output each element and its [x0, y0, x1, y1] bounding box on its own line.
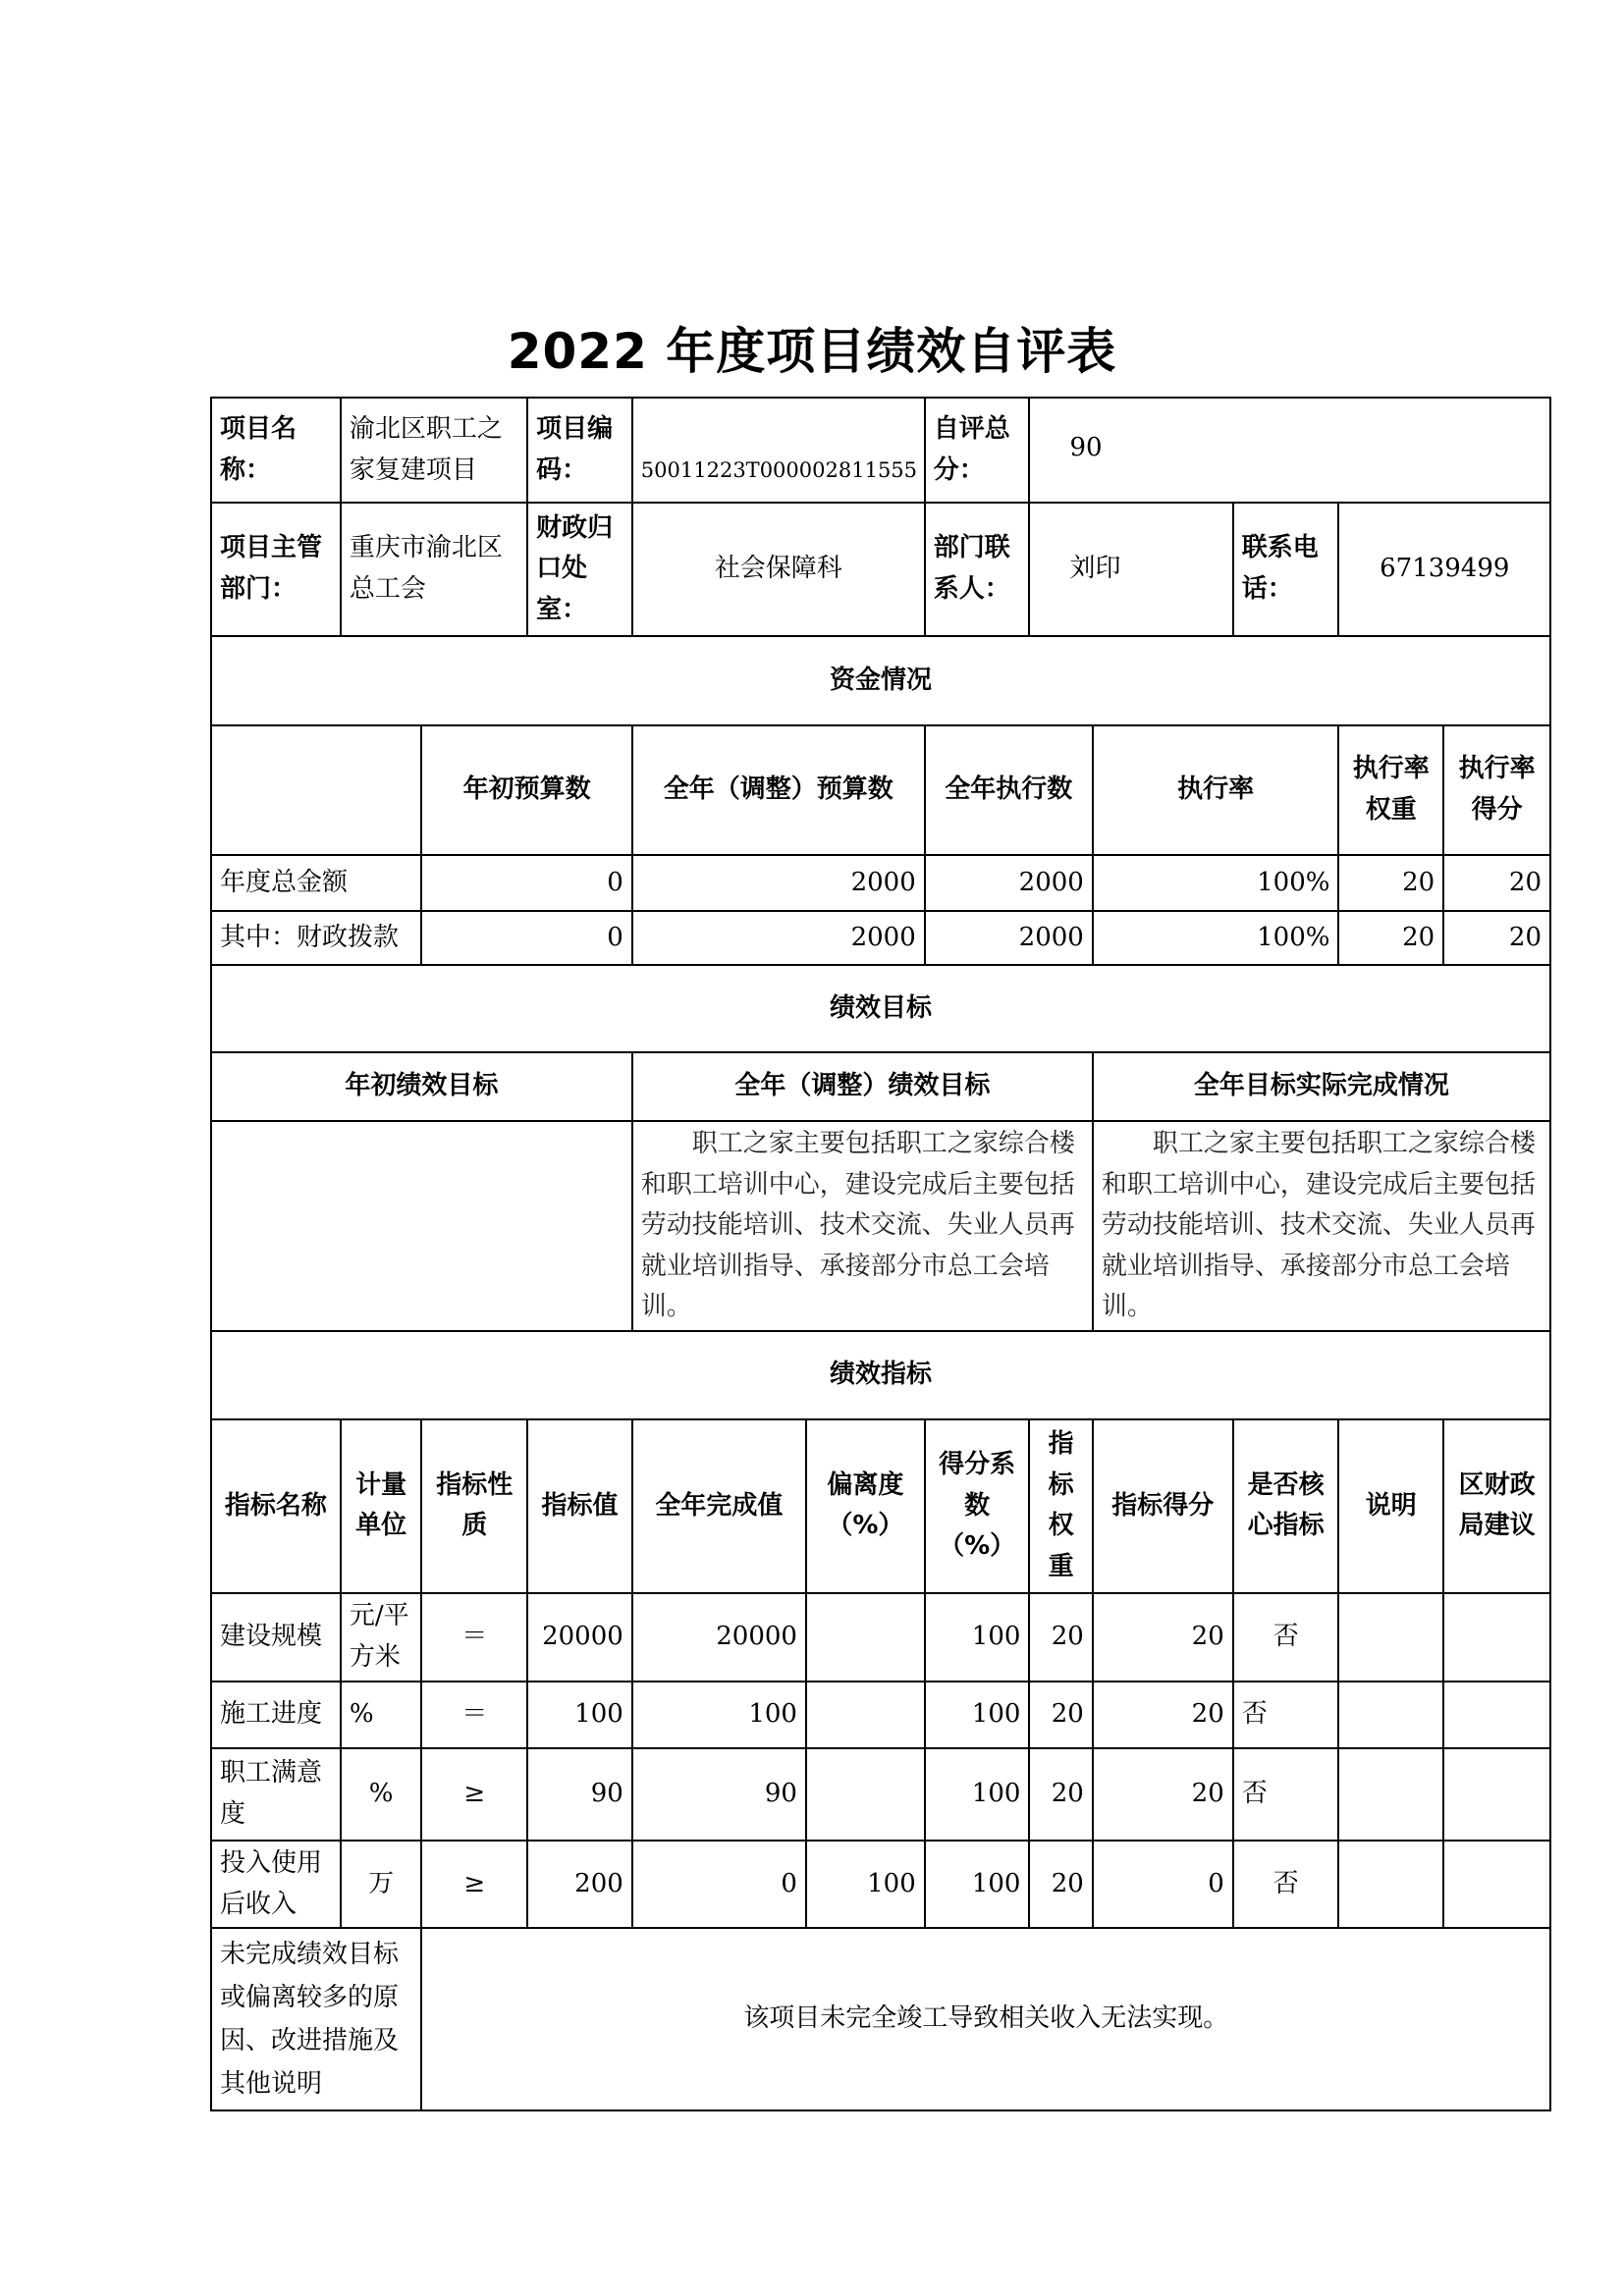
- info-row-1: [211, 398, 1550, 503]
- ind-unit: 万: [341, 1841, 422, 1928]
- ind-header-nature: 指标性质: [421, 1419, 527, 1593]
- funds-row-initial: 0: [421, 855, 631, 911]
- ind-nature: ≥: [421, 1841, 527, 1928]
- ind-core: 否: [1233, 1682, 1339, 1748]
- project-name-value: 渝北区职工之家复建项目: [341, 398, 527, 503]
- funds-header-blank: [211, 725, 421, 855]
- ind-deviation: 100: [806, 1841, 925, 1928]
- ind-target: 90: [527, 1748, 632, 1841]
- funds-row-name: 年度总金额: [211, 855, 421, 911]
- goals-section-title: 绩效目标: [211, 965, 1550, 1052]
- performance-evaluation-table: [210, 397, 1551, 2111]
- dept-value: 重庆市渝北区总工会: [341, 503, 527, 636]
- phone-label: 联系电话：: [1233, 503, 1339, 636]
- ind-core: 否: [1233, 1748, 1339, 1841]
- funds-header-score: 执行率得分: [1443, 725, 1550, 855]
- phone-value: 67139499: [1338, 503, 1550, 636]
- funds-header-adjusted: 全年（调整）预算数: [632, 725, 925, 855]
- funds-row-score: 20: [1443, 855, 1550, 911]
- ind-target: 20000: [527, 1593, 632, 1682]
- indicator-row: [211, 1748, 1550, 1841]
- ind-score: 20: [1093, 1593, 1233, 1682]
- info-row-2: [211, 503, 1550, 636]
- ind-advice: [1443, 1748, 1550, 1841]
- dept-label: 项目主管部门：: [211, 503, 341, 636]
- ind-score: 20: [1093, 1748, 1233, 1841]
- self-score-label: 自评总分：: [925, 398, 1030, 503]
- indicators-header-row: [211, 1419, 1550, 1593]
- ind-header-coef: 得分系数（%）: [925, 1419, 1030, 1593]
- funds-row-executed: 2000: [925, 855, 1093, 911]
- funds-header-initial: 年初预算数: [421, 725, 631, 855]
- funds-row: [211, 855, 1550, 911]
- project-name-label: 项目名称：: [211, 398, 341, 503]
- ind-target: 100: [527, 1682, 632, 1748]
- finance-office-value: 社会保障科: [632, 503, 925, 636]
- ind-actual: 20000: [632, 1593, 806, 1682]
- contact-value: 刘印: [1029, 503, 1232, 636]
- ind-actual: 100: [632, 1682, 806, 1748]
- ind-deviation: [806, 1682, 925, 1748]
- ind-nature: ＝: [421, 1682, 527, 1748]
- ind-coef: 100: [925, 1748, 1030, 1841]
- ind-header-core: 是否核心指标: [1233, 1419, 1339, 1593]
- goals-initial-text: [211, 1121, 632, 1331]
- ind-score: 0: [1093, 1841, 1233, 1928]
- remarks-row: [211, 1928, 1550, 2110]
- goals-section-row: [211, 965, 1550, 1052]
- goals-content-row: [211, 1121, 1550, 1331]
- ind-note: [1338, 1748, 1443, 1841]
- funds-row-executed: 2000: [925, 911, 1093, 965]
- funds-row-adjusted: 2000: [632, 911, 925, 965]
- ind-unit: 元/平方米: [341, 1593, 422, 1682]
- contact-label: 部门联系人：: [925, 503, 1030, 636]
- indicator-row: [211, 1593, 1550, 1682]
- goals-header-actual: 全年目标实际完成情况: [1093, 1052, 1550, 1121]
- funds-row-adjusted: 2000: [632, 855, 925, 911]
- funds-row-weight: 20: [1338, 855, 1443, 911]
- ind-header-deviation: 偏离度（%）: [806, 1419, 925, 1593]
- ind-nature: ≥: [421, 1748, 527, 1841]
- ind-coef: 100: [925, 1593, 1030, 1682]
- project-code-value: 50011223T000002811555: [632, 398, 925, 503]
- funds-header-weight: 执行率权重: [1338, 725, 1443, 855]
- ind-advice: [1443, 1593, 1550, 1682]
- ind-header-note: 说明: [1338, 1419, 1443, 1593]
- ind-core: 否: [1233, 1593, 1339, 1682]
- funds-row-weight: 20: [1338, 911, 1443, 965]
- ind-deviation: [806, 1593, 925, 1682]
- funds-section-row: [211, 636, 1550, 725]
- ind-header-score: 指标得分: [1093, 1419, 1233, 1593]
- funds-row: [211, 911, 1550, 965]
- project-code-label: 项目编码：: [527, 398, 632, 503]
- ind-weight: 20: [1029, 1593, 1092, 1682]
- ind-header-advice: 区财政局建议: [1443, 1419, 1550, 1593]
- ind-coef: 100: [925, 1682, 1030, 1748]
- ind-name: 投入使用后收入: [211, 1841, 341, 1928]
- indicator-row: [211, 1841, 1550, 1928]
- funds-header-row: [211, 725, 1550, 855]
- ind-header-name: 指标名称: [211, 1419, 341, 1593]
- goals-header-initial: 年初绩效目标: [211, 1052, 632, 1121]
- remarks-label: 未完成绩效目标或偏离较多的原因、改进措施及其他说明: [211, 1928, 421, 2110]
- remarks-text: 该项目未完全竣工导致相关收入无法实现。: [421, 1928, 1550, 2110]
- ind-name: 施工进度: [211, 1682, 341, 1748]
- ind-note: [1338, 1841, 1443, 1928]
- ind-note: [1338, 1593, 1443, 1682]
- funds-row-score: 20: [1443, 911, 1550, 965]
- ind-header-unit: 计量单位: [341, 1419, 422, 1593]
- ind-advice: [1443, 1682, 1550, 1748]
- indicators-section-title: 绩效指标: [211, 1331, 1550, 1419]
- ind-weight: 20: [1029, 1841, 1092, 1928]
- ind-advice: [1443, 1841, 1550, 1928]
- funds-row-rate: 100%: [1093, 911, 1339, 965]
- self-score-value: 90: [1029, 398, 1550, 503]
- ind-actual: 0: [632, 1841, 806, 1928]
- ind-coef: 100: [925, 1841, 1030, 1928]
- ind-unit: %: [341, 1748, 422, 1841]
- ind-note: [1338, 1682, 1443, 1748]
- finance-office-label: 财政归口处室：: [527, 503, 632, 636]
- funds-section-title: 资金情况: [211, 636, 1550, 725]
- goals-header-row: [211, 1052, 1550, 1121]
- ind-score: 20: [1093, 1682, 1233, 1748]
- ind-deviation: [806, 1748, 925, 1841]
- funds-row-rate: 100%: [1093, 855, 1339, 911]
- funds-row-name: 其中：财政拨款: [211, 911, 421, 965]
- goals-header-adjusted: 全年（调整）绩效目标: [632, 1052, 1093, 1121]
- ind-weight: 20: [1029, 1682, 1092, 1748]
- goals-adjusted-text: 职工之家主要包括职工之家综合楼和职工培训中心，建设完成后主要包括劳动技能培训、技术交流、失业人员再就业培训指导、承接部分市总工会培训。: [632, 1121, 1093, 1331]
- ind-actual: 90: [632, 1748, 806, 1841]
- ind-header-target: 指标值: [527, 1419, 632, 1593]
- indicators-section-row: [211, 1331, 1550, 1419]
- ind-unit: %: [341, 1682, 422, 1748]
- goals-actual-text: 职工之家主要包括职工之家综合楼和职工培训中心，建设完成后主要包括劳动技能培训、技术交流、失业人员再就业培训指导、承接部分市总工会培训。: [1093, 1121, 1550, 1331]
- indicator-row: [211, 1682, 1550, 1748]
- ind-weight: 20: [1029, 1748, 1092, 1841]
- ind-name: 职工满意度: [211, 1748, 341, 1841]
- ind-name: 建设规模: [211, 1593, 341, 1682]
- ind-header-actual: 全年完成值: [632, 1419, 806, 1593]
- funds-header-executed: 全年执行数: [925, 725, 1093, 855]
- ind-core: 否: [1233, 1841, 1339, 1928]
- ind-target: 200: [527, 1841, 632, 1928]
- funds-row-initial: 0: [421, 911, 631, 965]
- ind-header-weight: 指标权重: [1029, 1419, 1092, 1593]
- funds-header-rate: 执行率: [1093, 725, 1339, 855]
- ind-nature: ＝: [421, 1593, 527, 1682]
- page-title: 2022 年度项目绩效自评表: [507, 323, 1117, 380]
